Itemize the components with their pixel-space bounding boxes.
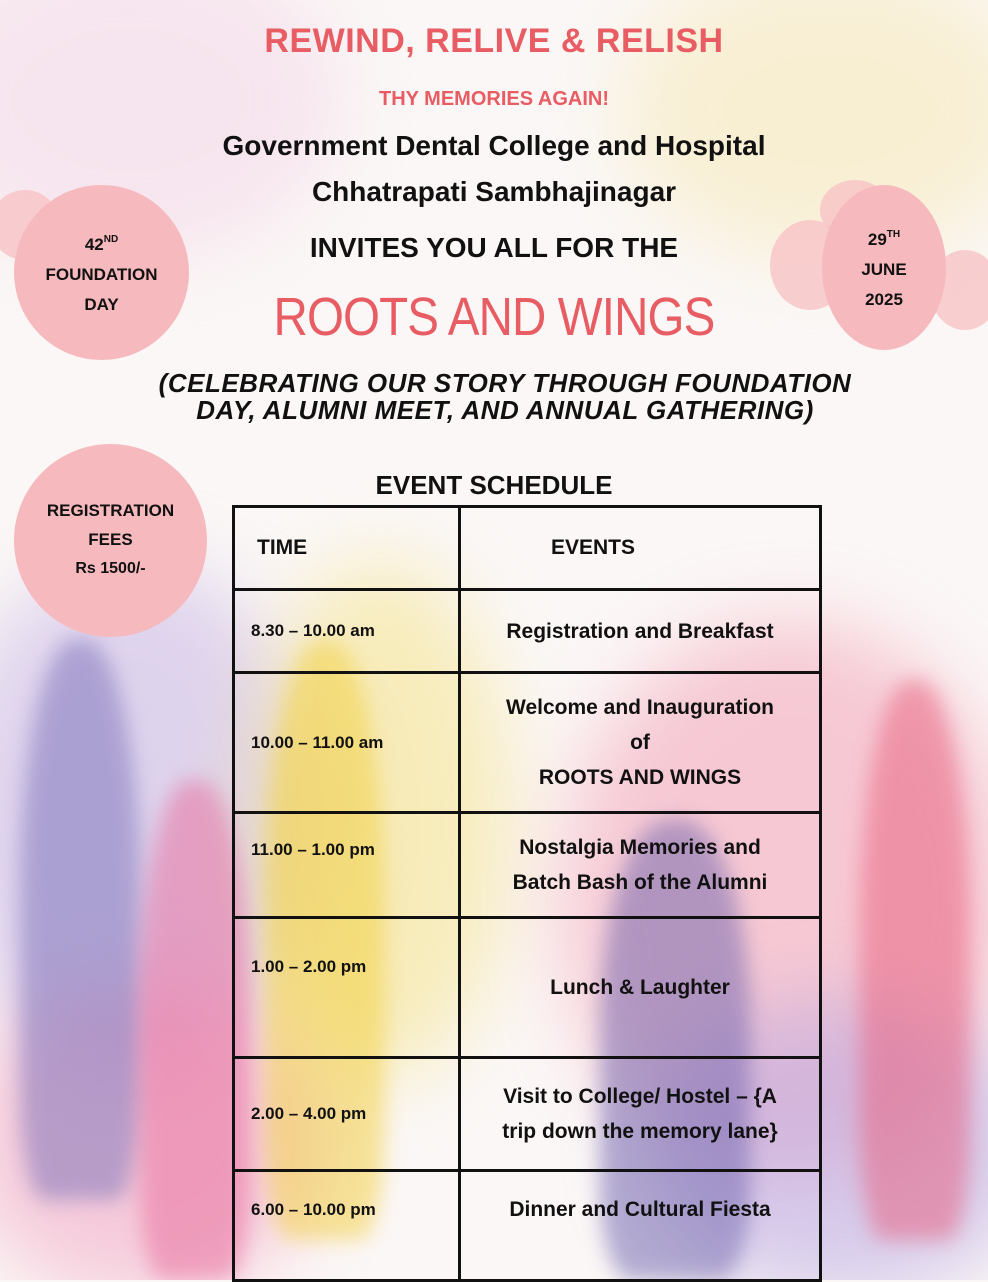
fees-label-2: FEES	[88, 530, 133, 549]
event-subtitle: (CELEBRATING OUR STORY THROUGH FOUNDATION DAY, ALUMNI MEET, AND ANNUAL GATHERING)	[158, 368, 852, 425]
foundation-number: 42ND	[84, 234, 119, 254]
fees-amount: Rs 1500/-	[75, 560, 146, 577]
row-event: Lunch & Laughter	[460, 918, 821, 1058]
row-event: Welcome and Inauguration of ROOTS AND WINGS	[460, 673, 821, 813]
row-event: Dinner and Cultural Fiesta	[460, 1171, 821, 1281]
table-row	[234, 590, 821, 673]
table-row	[234, 1058, 821, 1171]
table-row	[234, 918, 821, 1058]
table-row	[234, 673, 821, 813]
row-event: Visit to College/ Hostel – {A trip down the memory lane}	[460, 1058, 821, 1171]
row-event: Registration and Breakfast	[460, 590, 821, 673]
invite-line: INVITES YOU ALL FOR THE	[309, 232, 679, 263]
row-time: 8.30 – 10.00 am	[234, 590, 460, 673]
event-schedule-table	[232, 505, 822, 1282]
foundation-day-badge	[14, 185, 189, 360]
row-time: 10.00 – 11.00 am	[234, 673, 460, 813]
row-time: 11.00 – 1.00 pm	[234, 813, 460, 918]
event-date-badge	[822, 185, 946, 350]
row-time: 6.00 – 10.00 pm	[234, 1171, 460, 1281]
college-name: Government Dental College and Hospital	[222, 130, 766, 161]
date-day: 29TH	[867, 229, 901, 249]
tagline: REWIND, RELIVE & RELISH	[264, 22, 724, 60]
row-time: 1.00 – 2.00 pm	[234, 918, 460, 1058]
date-year: 2025	[865, 290, 903, 309]
event-title: ROOTS AND WINGS	[273, 287, 715, 347]
fees-label: REGISTRATION	[46, 501, 175, 520]
table-header-row	[234, 507, 821, 590]
foundation-label: FOUNDATION	[45, 265, 158, 284]
column-header-time: TIME	[234, 507, 460, 590]
row-event: Nostalgia Memories and Batch Bash of the Alumni	[460, 813, 821, 918]
column-header-events: EVENTS	[460, 507, 821, 590]
date-month: JUNE	[861, 260, 907, 279]
tagline-secondary: THY MEMORIES AGAIN!	[378, 88, 609, 110]
foundation-day-label: DAY	[84, 295, 119, 314]
row-time: 2.00 – 4.00 pm	[234, 1058, 460, 1171]
table-row	[234, 1171, 821, 1281]
table-row	[234, 813, 821, 918]
schedule-heading: EVENT SCHEDULE	[375, 470, 613, 500]
college-city: Chhatrapati Sambhajinagar	[311, 176, 677, 207]
